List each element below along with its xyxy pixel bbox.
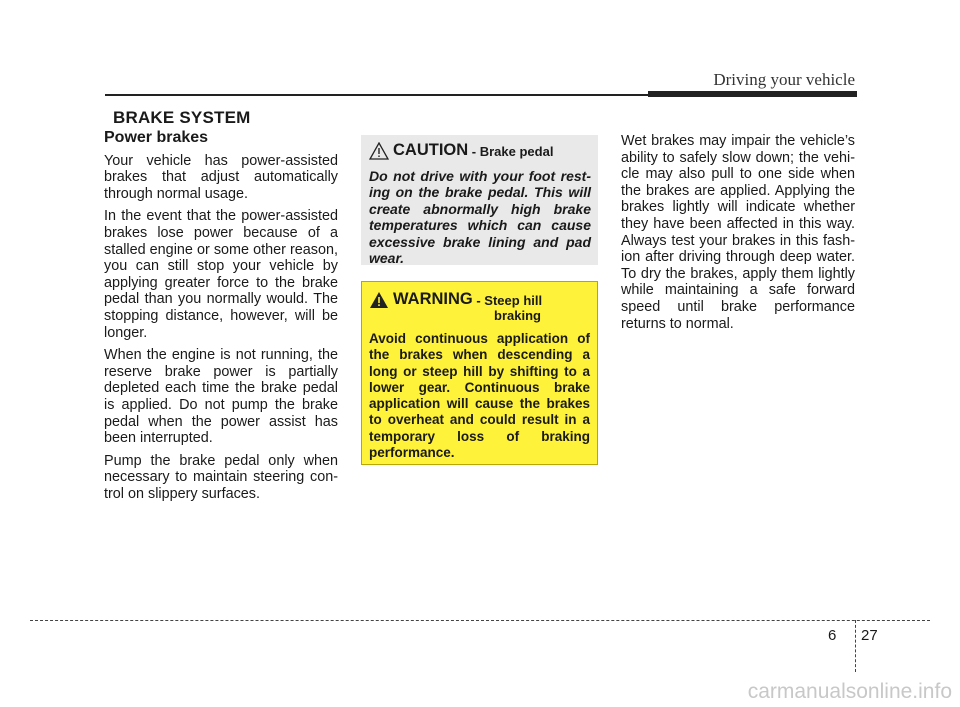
power-brakes-column [104,130,338,508]
caution-subtitle: - Brake pedal [468,144,554,159]
warning-subtitle: - Steep hill [472,293,543,308]
paragraph: Pump the brake pedal only when necessary to maintain steering con-trol on slippery surfaces. [104,452,338,502]
paragraph: In the event that the power-assisted brakes lose power because of a stalled engine or some other reason, you can still stop your vehicle by applying greater force to the brake pedal than you normally would. The stopping distance, however, will be longer. [104,208,338,341]
caution-header [369,141,591,160]
caution-box [361,135,598,265]
section-title: BRAKE SYSTEM [113,108,251,127]
running-header: Driving your vehicle [713,70,855,89]
warning-triangle-icon [369,291,389,309]
header-bar [648,91,857,97]
warning-box [361,281,598,465]
caution-text: Do not drive with your foot rest-ing on the brake pedal. This will create abnormally high brake temperatures which can cause excessive brake lining and pad wear. [369,168,591,267]
wet-brakes-paragraph: Wet brakes may impair the vehicle’s ability to safely slow down; the vehi-cle may also pull to one side when the brakes are applied. Applying the brakes lightly will indicate whether they have been affected in this way. Always test your brakes in this fash-ion after driving through deep water. To dry the brakes, apply them lightly while maintaining a safe forward speed until brake performance returns to normal. [621,133,855,332]
chapter-number: 6 [828,627,837,644]
footer-rule [30,620,930,621]
caution-triangle-icon [369,142,389,160]
warning-label: WARNING [393,290,473,308]
page-number-separator [855,620,856,672]
warning-subtitle-continued: braking [494,308,541,323]
paragraph: Your vehicle has power-assisted brakes that adjust automatically through normal usage. [104,152,338,202]
watermark: carmanualsonline.info [747,680,952,703]
wet-brakes-column [621,133,855,338]
paragraph: When the engine is not running, the reserve brake power is partially depleted each time the brake pedal is applied. Do not pump the brake pedal when the power assist has been interrupted. [104,347,338,447]
page-number: 27 [861,627,878,644]
power-brakes-heading: Power brakes [104,129,209,146]
warning-text: Avoid continuous application of the brakes when descending a long or steep hill by shifting to a lower gear. Continuous brake application will cause the brakes to overheat and could result in a temporary loss of braking performance. [369,331,590,461]
warning-header [369,290,590,309]
caution-label: CAUTION [393,141,469,159]
